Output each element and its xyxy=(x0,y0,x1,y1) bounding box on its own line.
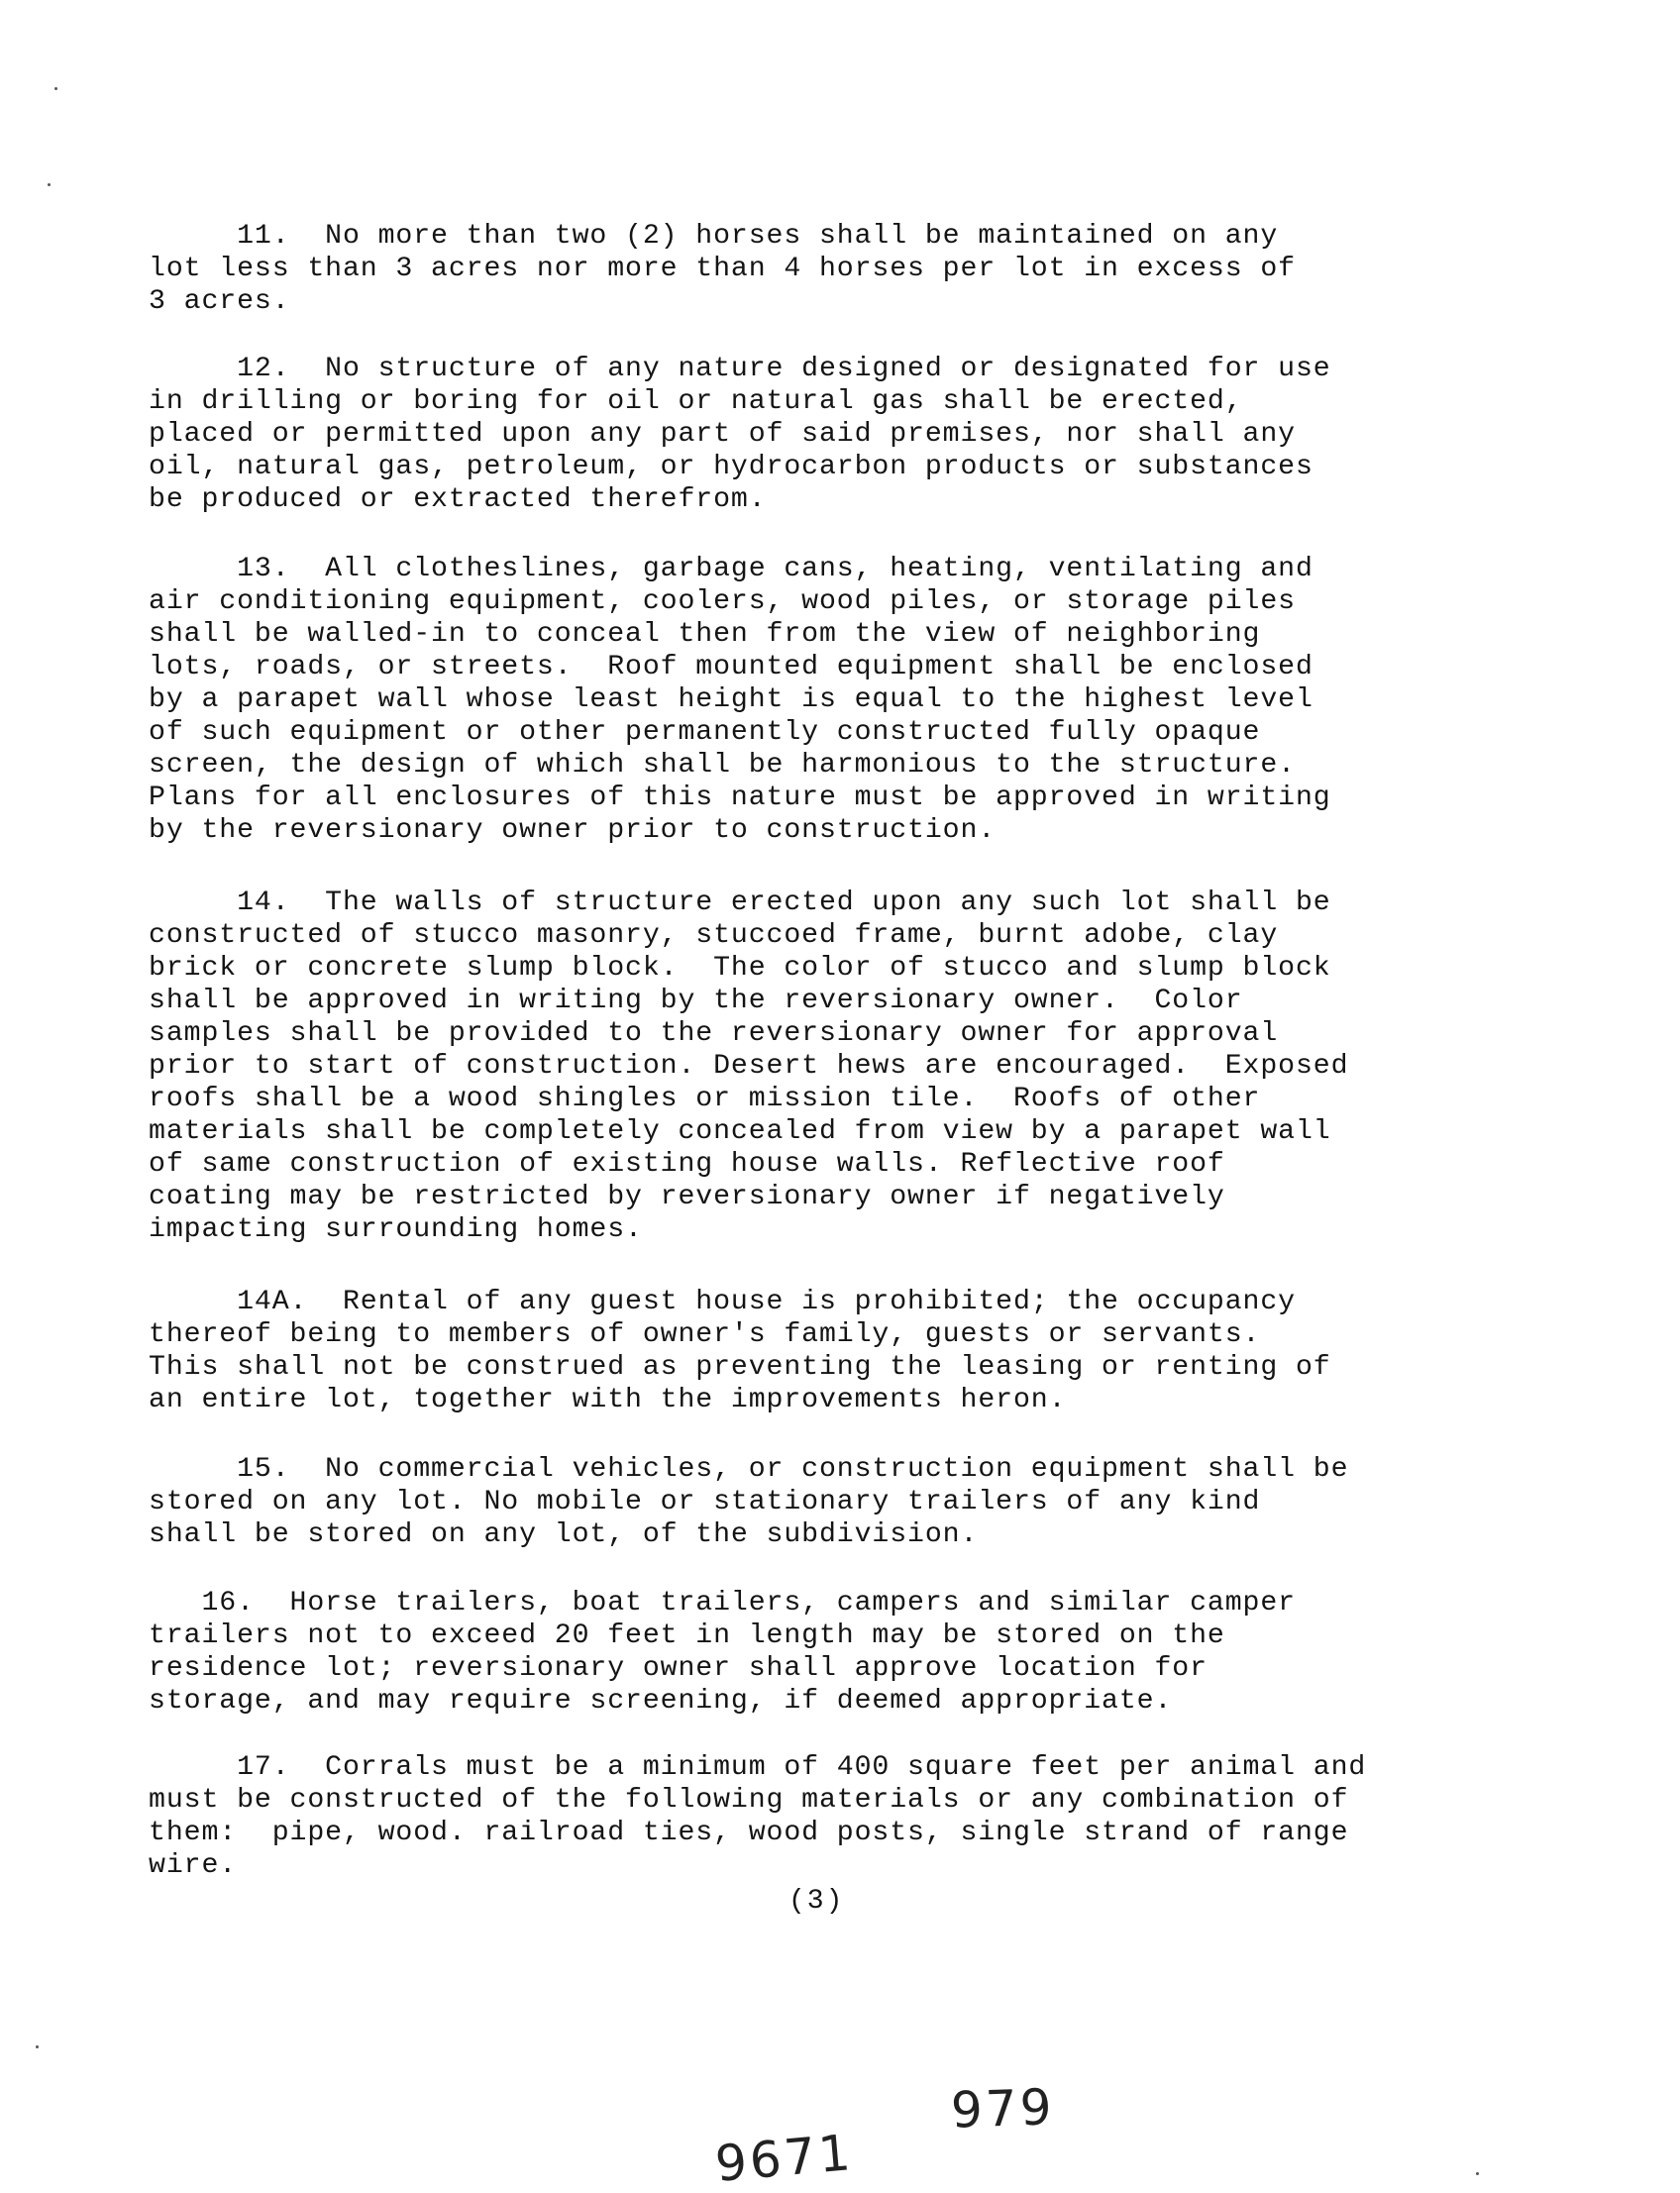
paragraph-13: 13. All clotheslines, garbage cans, heating, ventilating and air conditioning equipment, coolers, wood piles, or storage piles shall be walled-in to conceal then from the view of neighboring lots, roads, or streets. Roof mounted equipment shall be enclosed by a parapet wall whose least height is equal to the highest level of such equipment or other permanently constructed fully opaque screen, the design of which shall be harmonious to the structure. Plans for all enclosures of this nature must be approved in writing by the reversionary owner prior to construction. xyxy=(149,554,1331,846)
scan-speck xyxy=(1476,2172,1479,2175)
paragraph-16: 16. Horse trailers, boat trailers, campers and similar camper trailers not to exceed 20 feet in length may be stored on the residence lot; reversionary owner shall approve location for storage, and may require screening, if deemed appropriate. xyxy=(149,1588,1296,1717)
paragraph-12: 12. No structure of any nature designed or designated for use in drilling or boring for oil or natural gas shall be erected, placed or permitted upon any part of said premises, nor shall any oil, natural gas, petroleum, or hydrocarbon products or substances be produced or extracted therefrom. xyxy=(149,354,1331,515)
scan-speck xyxy=(36,2045,39,2048)
paragraph-17: 17. Corrals must be a minimum of 400 square feet per animal and must be constructed of the following materials or any combination of them: pipe, wood. railroad ties, wood posts, single strand of range wire. xyxy=(149,1752,1367,1881)
paragraph-15: 15. No commercial vehicles, or construction equipment shall be stored on any lot. No mobile or stationary trailers of any kind shall be stored on any lot, of the subdivision. xyxy=(149,1454,1349,1550)
page-number: (3) xyxy=(788,1886,845,1917)
scan-speck xyxy=(54,87,57,90)
paragraph-14: 14. The walls of structure erected upon any such lot shall be constructed of stucco masonry, stuccoed frame, burnt adobe, clay brick or concrete slump block. The color of stucco and slump block shall be approved in writing by the reversionary owner. Color samples shall be provided to the reversionary owner for approval prior to start of construction. Desert hews are encouraged. Exposed roofs shall be a wood shingles or mission tile. Roofs of other materials shall be completely concealed from view by a parapet wall of same construction of existing house walls. Reflective roof coating may be restricted by reversionary owner if negatively impacting surrounding homes. xyxy=(149,888,1349,1245)
handwritten-number-docket: 9671 xyxy=(712,2124,856,2193)
paragraph-14a: 14A. Rental of any guest house is prohibited; the occupancy thereof being to members of owner's family, guests or servants. This shall not be construed as preventing the leasing or renting of an entire lot, together with the improvements heron. xyxy=(149,1287,1331,1415)
handwritten-number-page: 979 xyxy=(950,2078,1056,2140)
scan-speck xyxy=(48,183,51,186)
paragraph-11: 11. No more than two (2) horses shall be maintained on any lot less than 3 acres nor more than 4 horses per lot in excess of 3 acres. xyxy=(149,221,1296,317)
